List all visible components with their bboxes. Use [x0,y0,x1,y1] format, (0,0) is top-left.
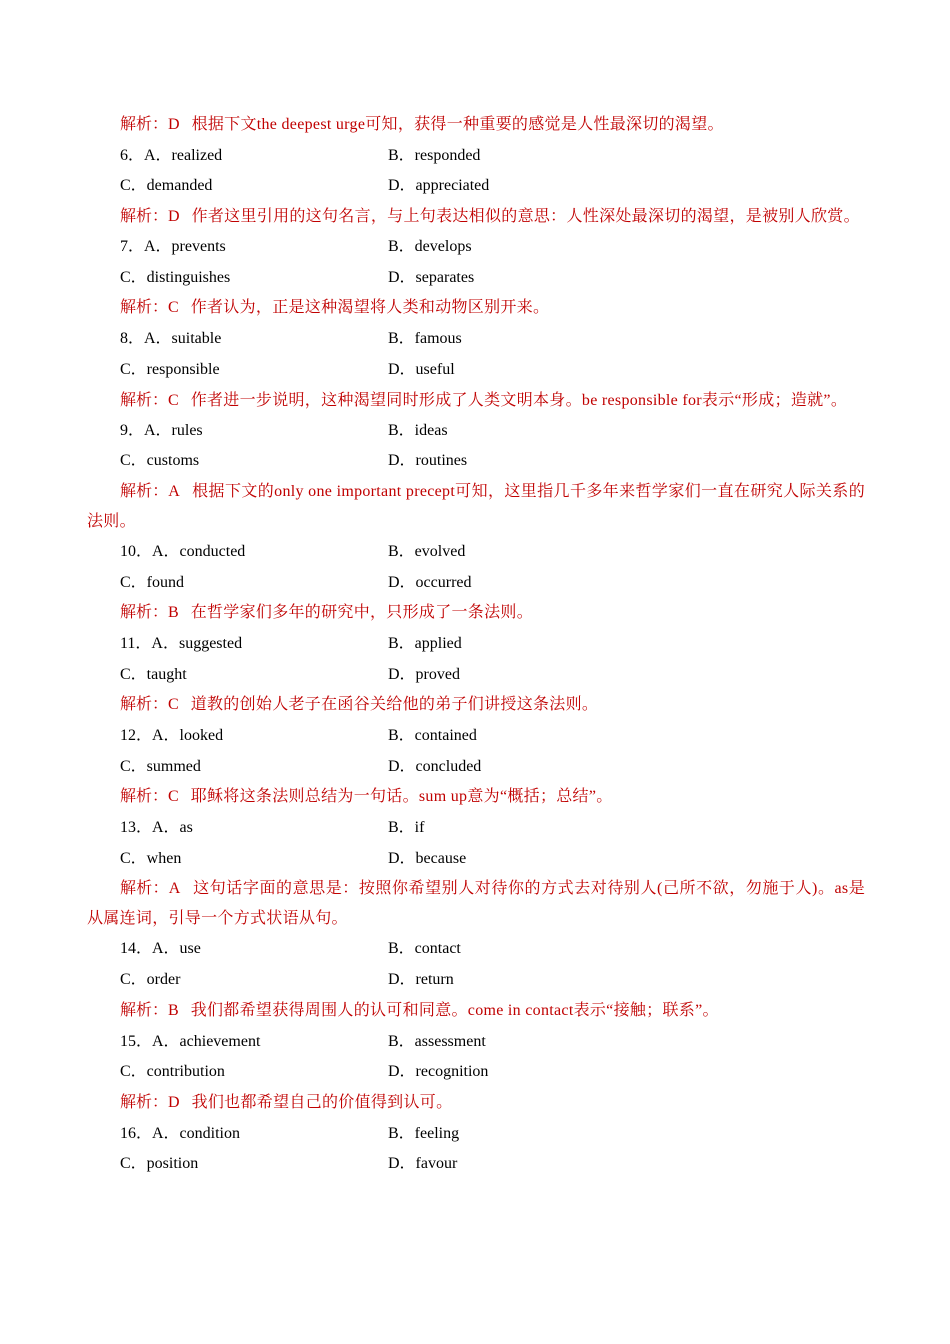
explanation-label: 解析：A [120,880,181,898]
explanation-label: 解析：D [120,1093,180,1111]
option-row [87,141,865,172]
option-right: B．if [388,819,425,837]
option-row [87,844,865,875]
explanation-text: 道教的创始人老子在函谷关给他的弟子们讲授这条法则。 [190,696,599,714]
option-right: D．favour [388,1155,458,1173]
option-right: D．proved [388,665,460,683]
option-right: D．because [388,849,467,867]
option-right: B．assessment [388,1032,486,1050]
explanation [87,1088,865,1119]
option-left: C．summed [120,757,201,775]
option-right: B．contact [388,940,461,958]
explanation-label: 解析：D [120,208,180,226]
explanation-text: 我们都希望获得周围人的认可和同意。come in contact表示“接触；联系”。 [190,1001,719,1019]
option-right: D．concluded [388,757,482,775]
explanation [87,690,865,721]
option-right: B．develops [388,238,472,256]
option-left: 12．A．looked [120,727,224,744]
option-right: D．recognition [388,1063,489,1081]
option-right: D．useful [388,360,455,378]
option-row [87,416,865,447]
explanation-label: 解析：D [120,116,180,133]
option-left: 9．A．rules [120,421,203,439]
option-row [87,232,865,263]
option-right: D．return [388,971,454,989]
explanation-text: 这句话字面的意思是：按照你希望别人对待你的方式去对待别人(己所不欲，勿施于人)。as是从属连词，引导一个方式状语从句。 [87,880,866,928]
explanation-text: 我们也都希望自己的价值得到认可。 [191,1093,453,1111]
explanation-text: 根据下文the deepest urge可知，获得一种重要的感觉是人性最深切的渴望。 [191,116,724,133]
explanation-text: 在哲学家们多年的研究中，只形成了一条法则。 [190,604,533,622]
option-left: 8．A．suitable [120,330,222,348]
explanation-label: 解析：C [120,299,179,317]
explanation [87,202,865,232]
answer-key-content [87,110,865,1180]
option-left: 7．A．prevents [120,238,226,256]
explanation-label: 解析：B [120,1001,179,1019]
explanation-label: 解析：C [120,696,179,714]
option-left: C．contribution [120,1063,225,1081]
option-right: B．evolved [388,542,466,560]
option-row [87,263,865,294]
option-right: B．famous [388,330,462,348]
option-row [87,568,865,599]
option-left: 10．A．conducted [120,542,246,560]
explanation-label: 解析：A [120,482,180,500]
option-row [87,1119,865,1150]
option-left: C．responsible [120,360,220,378]
explanation-text: 耶稣将这条法则总结为一句话。sum up意为“概括；总结”。 [190,788,613,806]
option-left: 13．A．as [120,819,193,837]
option-right: D．occurred [388,573,472,591]
option-right: B．feeling [388,1124,460,1142]
option-row [87,813,865,844]
option-left: C．found [120,573,185,591]
option-right: D．separates [388,268,475,286]
option-left: C．order [120,971,181,989]
option-row [87,660,865,691]
option-row [87,537,865,568]
option-right: D．routines [388,452,468,470]
option-right: B．applied [388,634,462,652]
explanation-text: 作者这里引用的这句名言，与上句表达相似的意思：人性深处最深切的渴望，是被别人欣赏。 [191,208,860,226]
explanation [87,386,865,416]
explanation [87,874,865,934]
option-left: 15．A．achievement [120,1032,261,1050]
explanation [87,782,865,813]
explanation-label: 解析：C [120,391,179,409]
option-left: C．position [120,1155,199,1173]
option-left: C．taught [120,665,187,683]
explanation-label: 解析：C [120,788,179,806]
option-row [87,324,865,355]
option-left: 14．A．use [120,940,201,958]
option-left: C．when [120,849,182,867]
explanation [87,996,865,1027]
option-row [87,934,865,965]
option-row [87,1057,865,1088]
option-left: C．customs [120,452,200,470]
explanation [87,598,865,629]
option-row [87,355,865,386]
option-row [87,721,865,752]
option-left: 6．A．realized [120,146,223,164]
explanation-text: 作者认为，正是这种渴望将人类和动物区别开来。 [190,299,550,317]
explanation-text: 根据下文的only one important precept可知，这里指几千多年来哲学家们一直在研究人际关系的法则。 [87,482,866,530]
option-row [87,752,865,783]
option-right: B．ideas [388,421,448,439]
explanation [87,293,865,324]
explanation [87,110,865,141]
option-row [87,1027,865,1058]
option-row [87,1149,865,1180]
option-row [87,446,865,477]
explanation-text: 作者进一步说明，这种渴望同时形成了人类文明本身。be responsible for表示“形成；造就”。 [190,391,848,409]
option-left: C．distinguishes [120,268,231,286]
option-row [87,171,865,202]
option-left: 16．A．condition [120,1124,240,1142]
option-row [87,629,865,660]
explanation-label: 解析：B [120,604,179,622]
option-left: 11．A．suggested [120,634,243,652]
option-right: D．appreciated [388,177,490,195]
option-row [87,965,865,996]
option-left: C．demanded [120,177,213,195]
option-right: B．contained [388,727,477,744]
explanation [87,477,865,537]
option-right: B．responded [388,146,481,164]
